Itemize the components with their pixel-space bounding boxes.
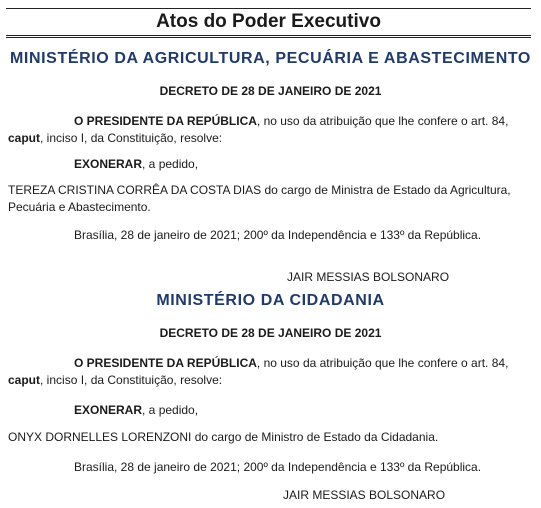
ministry-heading: MINISTÉRIO DA CIDADANIA bbox=[156, 292, 385, 309]
decree-preamble bbox=[8, 355, 530, 389]
decree-body: ONYX DORNELLES LORENZONI do cargo de Ministro de Estado da Cidadania. bbox=[8, 430, 439, 444]
action-text: , a pedido, bbox=[142, 157, 199, 171]
preamble-bold: O PRESIDENTE DA REPÚBLICA bbox=[74, 356, 257, 370]
caput-bold: caput bbox=[8, 131, 41, 145]
decree-title: DECRETO DE 28 DE JANEIRO DE 2021 bbox=[159, 84, 382, 98]
action-bold: EXONERAR bbox=[74, 157, 143, 171]
header-divider bbox=[6, 37, 531, 38]
decree-action bbox=[8, 156, 530, 173]
caput-text: , inciso I, da Constituição, resolve: bbox=[40, 131, 223, 145]
decree-action bbox=[8, 402, 530, 419]
action-text: , a pedido, bbox=[142, 403, 199, 417]
decree-preamble bbox=[8, 113, 530, 147]
decree-title: DECRETO DE 28 DE JANEIRO DE 2021 bbox=[159, 326, 382, 340]
section-title: Atos do Poder Executivo bbox=[156, 11, 381, 32]
signature: JAIR MESSIAS BOLSONARO bbox=[283, 488, 446, 502]
section-header bbox=[6, 8, 531, 36]
caput-bold: caput bbox=[8, 373, 41, 387]
preamble-text: , no uso da atribuição que lhe confere o art. 84, bbox=[256, 114, 509, 128]
signature: JAIR MESSIAS BOLSONARO bbox=[287, 270, 450, 284]
decree-closing: Brasília, 28 de janeiro de 2021; 200º da Independência e 133º da República. bbox=[74, 228, 482, 242]
decree-closing: Brasília, 28 de janeiro de 2021; 200º da Independência e 133º da República. bbox=[74, 460, 482, 474]
preamble-bold: O PRESIDENTE DA REPÚBLICA bbox=[74, 114, 257, 128]
action-bold: EXONERAR bbox=[74, 403, 143, 417]
caput-text: , inciso I, da Constituição, resolve: bbox=[40, 373, 223, 387]
decree-body: TEREZA CRISTINA CORRÊA DA COSTA DIAS do cargo de Ministra de Estado da Agricultura, Pecuária e Abastecimento. bbox=[8, 183, 511, 214]
preamble-text: , no uso da atribuição que lhe confere o art. 84, bbox=[256, 356, 509, 370]
ministry-heading: MINISTÉRIO DA AGRICULTURA, PECUÁRIA E ABASTECIMENTO bbox=[10, 50, 531, 67]
